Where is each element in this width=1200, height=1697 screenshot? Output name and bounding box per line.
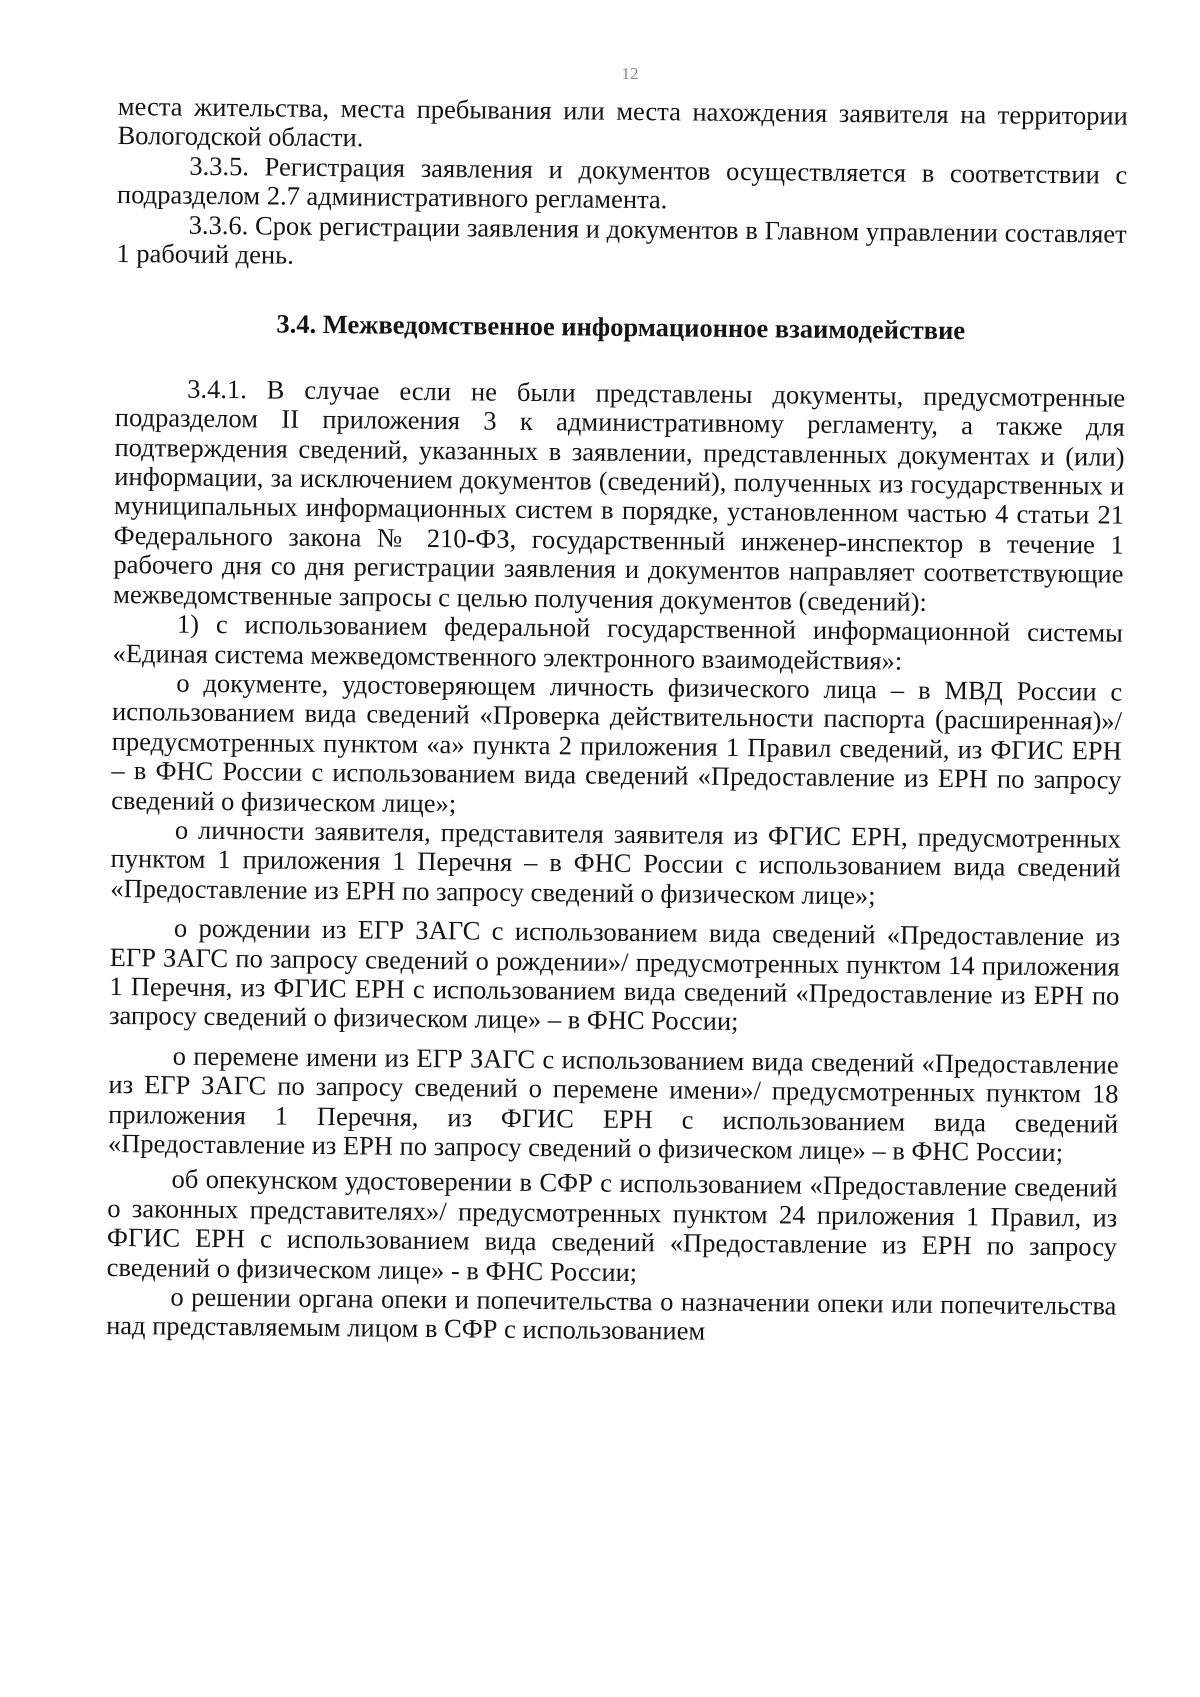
paragraph-3-3-5: 3.3.5. Регистрация заявления и документов осуществляется в соответствии с подразделом 2.7 административного регламента. [116,150,1128,215]
page-number: 12 [621,64,639,83]
document-body [106,92,1128,1350]
paragraph-continuation: места жительства, места пребывания или места нахождения заявителя на территории Вологодской области. [117,91,1128,153]
paragraph-identity-document: о документе, удостоверяющем личность физического лица – в МВД России с использованием вида сведений «Проверка действительности паспорта (расширенная)»/предусмотренных пунктом «а» пункта 2 приложения 1 Правил сведений, из ФГИС ЕРН – в ФНС России с использованием вида сведений «Предоставление из ЕРН по запросу сведений о физическом лице»; [111,667,1123,818]
paragraph-birth: о рождении из ЕГР ЗАГС с использованием вида сведений «Предоставление из ЕГР ЗАГС по запросу сведений о рождении»/ предусмотренных пунктом 14 приложения 1 Перечня, из ФГИС ЕРН с использованием вида сведений «Предоставление из ЕРН по запросу сведений о физическом лице» – в ФНС России; [108,912,1121,1037]
paragraph-guardianship-decision: о решении органа опеки и попечительства о назначении опеки или попечительства над представляемым лицом в СФР с использованием [106,1281,1117,1347]
paragraph-guardian-certificate: об опекунском удостоверении в СФР с использованием «Предоставление сведений о законных представителях»/ предусмотренных пунктом 24 приложения 1 Правил, из ФГИС ЕРН с использованием вида сведений «Предоставление из ЕРН по запросу сведений о физическом лице» - в ФНС России; [106,1163,1118,1287]
section-heading-3-4: 3.4. Межведомственное информационное взаимодействие [276,308,966,346]
list-item-1: 1) с использованием федеральной государственной информационной системы «Единая система межведомственного электронного взаимодействия»: [112,608,1123,676]
paragraph-3-3-6: 3.3.6. Срок регистрации заявления и документов в Главном управлении составляет 1 рабочий день. [116,209,1127,270]
paragraph-name-change: о перемене имени из ЕГР ЗАГС с использованием вида сведений «Предоставление из ЕГР ЗАГС по запросу сведений о перемене имени»/ предусмотренных пунктом 18 приложения 1 Перечня, из ФГИС ЕРН с использованием вида сведений «Предоставление из ЕРН по запросу сведений о физическом лице» – в ФНС России; [107,1040,1119,1168]
paragraph-3-4-1: 3.4.1. В случае если не были представлены документы, предусмотренные подразделом II приложения 3 к административному регламенту, а также для подтверждения сведений, указанных в заявлении, представленных документах и (или) информации, за исключением документов (сведений), полученных из государственных и муниципальных информационных систем в порядке, установленном частью 4 статьи 21 Федерального закона № 210-ФЗ, государственный инженер-инспектор в течение 1 рабочего дня со дня регистрации заявления и документов направляет соответствующие межведомственные запросы с целью получения документов (сведений): [113,373,1126,617]
paragraph-applicant-identity: о личности заявителя, представителя заявителя из ФГИС ЕРН, предусмотренных пунктом 1 приложения 1 Перечня – в ФНС России с использованием вида сведений «Предоставление из ЕРН по запросу сведений о физическом лице»; [110,814,1122,911]
